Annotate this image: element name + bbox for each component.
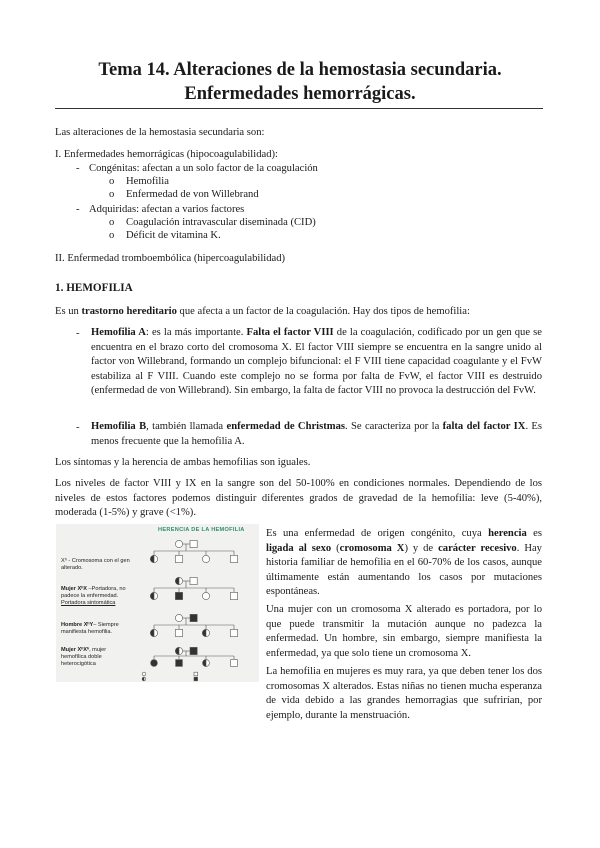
paragraph-hemofilia-mujeres: La hemofilia en mujeres es muy rara, ya que deben tener los dos cromosomas X alterados. Estas niñas no tienen mucha esperanza de vida debido a las grandes hemorragias que sufrirían, por ejemplo, durante la menstruación.	[266, 666, 542, 721]
intro-text: Las alteraciones de la hemostasia secundaria son:	[55, 127, 265, 138]
paragraph-hemofilia-b: Hemofilia B, también llamada enfermedad de Christmas. Se caracteriza por la falta del factor IX. Es menos frecuente que la hemofilia A.	[91, 421, 543, 447]
dash-marker: -	[76, 422, 80, 433]
legend-woman-carrier: Mujer XʰX –Portadora, no padece la enfermedad. Portadora sintomática	[61, 586, 126, 606]
outline-item-1a2: Enfermedad de von Willebrand	[126, 189, 259, 200]
pedigree-diagram	[134, 534, 259, 682]
bullet-marker: o	[109, 189, 115, 200]
legend-xh: Xʰ - Cromosoma con el gen alterado.	[61, 558, 130, 571]
dash-marker: -	[76, 204, 80, 215]
legend-man: Hombre XʰY– Siempre manifiesta hemofilia.	[61, 622, 119, 635]
paragraph-hemofilia-a: Hemofilia A: es la más importante. Falta el factor VIII de la coagulación, codificado por un gen que se encuentra en el brazo corto del cromosoma X. El factor VIII siempre se encuentra en la sangre unido al factor von Willebrand, formando un complejo bifuncional: el F VIII tiene capacidad coagulante y el FvW estabiliza al F VIII. Cuando este complejo no se forma por falta de FvW, el factor VIII es destruido (enfermedad de von Willebrand). Sin embargo, la falta de factor VIII no provoca la destrucción del FvW.	[91, 327, 542, 396]
title-line-1: Tema 14. Alteraciones de la hemostasia secundaria.	[98, 60, 502, 80]
figure-title: HERENCIA DE LA HEMOFILIA	[158, 527, 245, 533]
outline-item-1b1: Coagulación intravascular diseminada (CID)	[126, 217, 316, 228]
paragraph-origen: Es una enfermedad de origen congénito, cuya herencia es ligada al sexo (cromosoma X) y de carácter recesivo. Hay historia familiar de hemofilia en el 60-70% de los casos, aunque últimamente están aumentando los casos por mutaciones espontáneas.	[266, 528, 542, 597]
figure-legend-text	[56, 524, 134, 682]
outline-item-1b: Adquiridas: afectan a varios factores	[89, 204, 245, 215]
outline-item-1: I. Enfermedades hemorrágicas (hipocoagulabilidad):	[55, 149, 278, 160]
outline-item-2: II. Enfermedad tromboembólica (hipercoagulabilidad)	[55, 253, 286, 264]
dash-marker: -	[76, 163, 80, 174]
section-heading-hemofilia: 1. HEMOFILIA	[55, 282, 133, 294]
page-title	[55, 58, 545, 106]
outline-item-1b2: Déficit de vitamina K.	[126, 230, 221, 241]
pedigree-figure	[56, 524, 259, 682]
outline-item-1a: Congénitas: afectan a un solo factor de la coagulación	[89, 163, 318, 174]
paragraph-mujer-portadora: Una mujer con un cromosoma X alterado es portadora, por lo que puede transmitir la mutación aunque no padezca la enfermedad. Un hombre, sin embargo, siempre manifiesta la enfermedad, ya que solo tiene un cromosoma X.	[266, 604, 542, 659]
bullet-marker: o	[109, 230, 115, 241]
bullet-marker: o	[109, 217, 115, 228]
legend-woman-hemophilic: Mujer XʰXʰ, mujer hemofílica doble heterocigótica	[61, 647, 107, 667]
outline-item-1a1: Hemofilia	[126, 176, 169, 187]
title-divider	[55, 108, 543, 109]
title-line-2: Enfermedades hemorrágicas.	[184, 84, 416, 104]
paragraph-sintomas: Los síntomas y la herencia de ambas hemofilias son iguales.	[55, 457, 311, 468]
dash-marker: -	[76, 328, 80, 339]
bullet-marker: o	[109, 176, 115, 187]
paragraph-niveles: Los niveles de factor VIII y IX en la sangre son del 50-100% en condiciones normales. Dependiendo de los niveles de estos factores podemos distinguir diferentes grados de gravedad de la hemofilia: leve (5-40%), moderada (1-5%) y grave (<1%).	[55, 478, 542, 518]
paragraph-intro-hemofilia: Es un trastorno hereditario que afecta a un factor de la coagulación. Hay dos tipos de hemofilia:	[55, 306, 470, 317]
